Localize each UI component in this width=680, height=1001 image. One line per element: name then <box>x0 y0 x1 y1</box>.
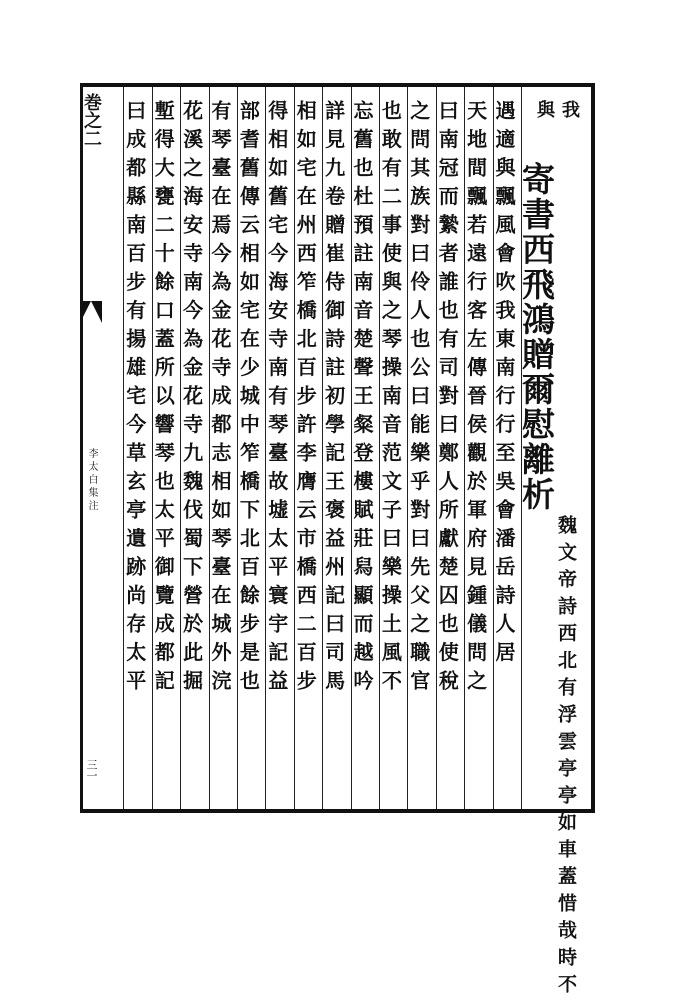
commentary-column-6: 忘舊也杜預註南音楚聲王粲登樓賦莊舄顯而越吟 <box>350 100 374 699</box>
block-heart <box>80 83 102 813</box>
folio-number: 三一 <box>85 759 98 781</box>
fishtail-mark-icon <box>80 301 102 323</box>
commentary-tail: 魏文帝詩西北有浮雲亭亭如車蓋惜哉時不 <box>555 515 577 1001</box>
commentary-column-10: 部耆舊傳云相如宅在少城中笮橋下北百餘步是也 <box>236 100 261 699</box>
commentary-column-7: 詳見九卷贈崔侍御詩註初學記王褒益州記曰司馬 <box>321 100 346 699</box>
poem-line-upper-left: 與 <box>534 100 555 126</box>
commentary-column-13: 塹得大甕二十餘口蓋所以響琴也太平御覽成都記 <box>151 100 176 699</box>
commentary-column-5: 也敢有二事使與之琴操南音范文子曰樂操土風不 <box>378 100 403 699</box>
commentary-column-9: 得相如舊宅今海安寺南有琴臺故墟太平寰宇記益 <box>264 100 289 699</box>
poem-title-line: 寄書西飛鴻贈爾慰離析 <box>517 162 556 512</box>
volume-mark: 巻之二 <box>81 93 102 147</box>
commentary-column-4: 之問其族對曰伶人也公曰能樂乎對曰先父之職官 <box>406 100 431 699</box>
book-caption: 李太白集注 <box>86 448 97 513</box>
commentary-column-12: 花溪之海安寺南今為金花寺九魏伐蜀下營於此掘 <box>179 100 204 699</box>
commentary-column-14: 曰成都縣南百步有揚雄宅今草玄亭遺跡尚存太平 <box>122 100 147 699</box>
commentary-column-3: 曰南冠而縶者誰也有司對曰鄭人所獻楚囚也使稅 <box>435 100 460 699</box>
commentary-column-2: 天地間飄若遠行客左傳晉侯觀於軍府見鍾儀問之 <box>463 100 488 699</box>
commentary-column-1: 遇適與飄風會吹我東南行行至吳會潘岳詩人居 <box>492 100 516 670</box>
poem-line-upper-right: 我 <box>559 100 580 126</box>
commentary-column-8: 相如宅在州西笮橋北百步許李膺云市橋西二百步 <box>293 100 318 699</box>
commentary-column-11: 有琴臺在焉今為金花寺成都志相如琴臺在城外浣 <box>208 100 232 699</box>
